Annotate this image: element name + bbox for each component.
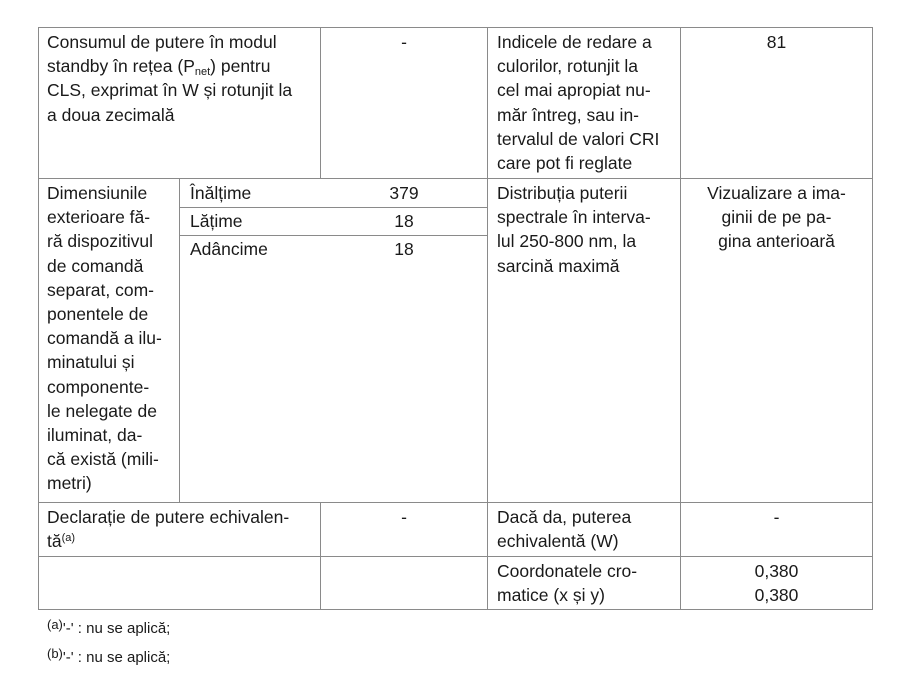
dimension-height-label: Înălțime [190, 183, 252, 203]
color-rendering-index-value: 81 [766, 32, 787, 52]
dimension-width-value: 18 [394, 211, 414, 231]
text-line: componente- [47, 376, 150, 397]
footnote-text: '-' : nu se aplică; [62, 620, 171, 637]
text-line: ponentele de [47, 304, 149, 325]
standby-power-value: - [401, 32, 407, 52]
text-line: a doua zecimală [47, 104, 175, 125]
chromaticity-y-value: 0,380 [754, 585, 799, 606]
dimension-divider-1 [180, 207, 487, 208]
footnote-text: '-' : nu se aplică; [62, 649, 171, 666]
text-line: ginii de pe pa- [721, 207, 832, 228]
text-line: matice (x și y) [497, 585, 605, 606]
equivalent-power-declaration-label [47, 505, 317, 553]
standby-power-label [47, 30, 312, 127]
text-line: Indicele de redare a [497, 32, 652, 52]
text-line: metri) [47, 473, 92, 494]
col-divider-dimensions [179, 178, 180, 503]
text-line: Declarație de putere echivalen- [47, 507, 290, 527]
text-line: echivalentă (W) [497, 531, 619, 552]
text-line: Distribuția puterii [497, 183, 628, 203]
text-line: CLS, exprimat în W și rotunjit la [47, 80, 293, 101]
table-border-right [872, 27, 873, 610]
color-rendering-index-label [497, 30, 671, 175]
text-line: spectrale în interva- [497, 207, 651, 228]
text-line: Dacă da, puterea [497, 507, 632, 527]
footnote-b [47, 645, 170, 667]
chromaticity-coordinates-label [497, 559, 671, 607]
table-border-bottom [38, 609, 873, 610]
dimension-depth-value: 18 [394, 239, 414, 259]
text-line: gina anterioară [718, 231, 835, 252]
equivalent-power-value: - [773, 507, 780, 527]
text-line: măr întreg, sau in- [497, 104, 639, 125]
text-line: că există (mili- [47, 449, 159, 470]
text-line: Coordonatele cro- [497, 561, 638, 581]
chromaticity-x-value: 0,380 [754, 561, 799, 581]
text-line: sarcină maximă [497, 255, 620, 276]
dimension-divider-2 [180, 235, 487, 236]
table-border-left [38, 27, 39, 610]
text-line: ră dispozitivul [47, 231, 154, 252]
table-border-top [38, 27, 873, 28]
text-line: tervalul de valori CRI [497, 128, 660, 149]
equivalent-power-label [497, 505, 671, 553]
text-line: Consumul de putere în modul [47, 32, 277, 52]
row-divider-2 [38, 502, 873, 503]
text-line: le nelegate de [47, 400, 157, 421]
external-dimensions-label [47, 181, 170, 496]
text-line: iluminat, da- [47, 425, 143, 446]
text-line: culorilor, rotunjit la [497, 56, 639, 77]
footnote-mark: (a) [47, 617, 63, 632]
row-divider-3 [38, 556, 873, 557]
spectral-distribution-value [681, 181, 872, 254]
dimension-depth-label: Adâncime [190, 239, 268, 259]
equivalent-power-declaration-value: - [401, 507, 407, 527]
text-line: exterioare fă- [47, 207, 151, 228]
text-line: separat, com- [47, 279, 154, 300]
col-divider-2 [487, 27, 488, 610]
spectral-distribution-label [497, 181, 671, 278]
text-line: minatului și [47, 352, 135, 373]
text-line: standby în rețea $(P_{net})$ pentru [47, 56, 271, 79]
dimension-width-label: Lățime [190, 211, 243, 231]
footnote-a [47, 616, 170, 638]
footnote-mark: (b) [47, 646, 63, 661]
text-line: Dimensiunile [47, 183, 148, 203]
text-line: comandă a ilu- [47, 328, 162, 349]
dimension-height-value: 379 [389, 183, 419, 203]
text-line: de comandă [47, 255, 144, 276]
text-line: care pot fi reglate [497, 153, 633, 174]
row-divider-1 [38, 178, 873, 179]
footnote-ref-a: (a) [61, 532, 76, 545]
text-line: $tă^{(a)}$ [47, 531, 76, 552]
text-line: cel mai apropiat nu- [497, 80, 651, 101]
text-line: lul 250-800 nm, la [497, 231, 637, 252]
chromaticity-coordinates-value [681, 559, 872, 607]
text-line: Vizualizare a ima- [707, 183, 846, 203]
